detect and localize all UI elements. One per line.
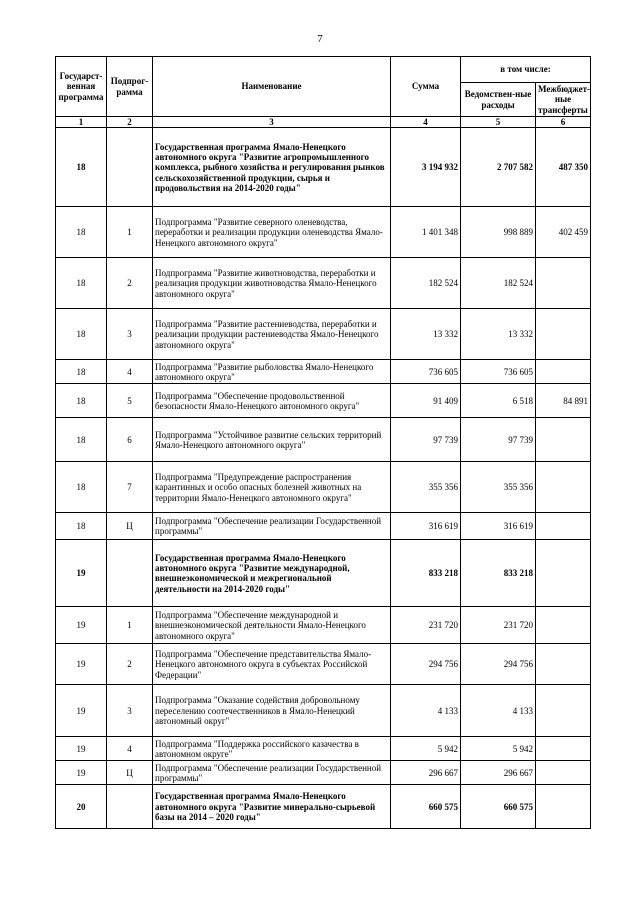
table-row [56,685,591,737]
name-cell: Подпрограмма "Развитие растениеводства, переработки и реализации продукции растениеводства Ямало-Ненецкого автономного округа" [153,309,391,360]
name-cell: Подпрограмма "Обеспечение реализации Государственной программы" [153,513,391,540]
name-cell: Подпрограмма "Развитие рыболовства Ямало-Ненецкого автономного округа" [153,360,391,384]
name-cell: Подпрограмма "Обеспечение представительства Ямало-Ненецкого автономного округа в субъектах Российской Федерации" [153,644,391,685]
column-index: 3 [153,117,391,128]
subprogram-cell: 2 [107,644,153,685]
state-program-cell: 18 [56,418,107,462]
table-row [56,540,591,607]
state-program-cell: 19 [56,685,107,737]
state-program-cell: 19 [56,737,107,761]
transfers-cell [536,644,591,685]
department-expenses-cell: 296 667 [461,761,536,785]
department-expenses-cell: 316 619 [461,513,536,540]
subprogram-cell: 3 [107,685,153,737]
sum-cell: 5 942 [391,737,461,761]
transfers-cell [536,685,591,737]
transfers-cell: 84 891 [536,384,591,418]
transfers-cell: 487 350 [536,128,591,207]
state-program-cell: 18 [56,309,107,360]
subprogram-cell: 2 [107,258,153,309]
department-expenses-cell: 736 605 [461,360,536,384]
sum-cell: 4 133 [391,685,461,737]
table-row [56,761,591,785]
name-cell: Государственная программа Ямало-Ненецкого автономного округа "Развитие международной, внешнеэкономической и межрегиональной деятельности на 2014-2020 годы" [153,540,391,607]
department-expenses-cell: 998 889 [461,207,536,258]
table-row [56,360,591,384]
subprogram-cell: Ц [107,513,153,540]
transfers-cell [536,785,591,829]
subprogram-cell [107,128,153,207]
table-row [56,418,591,462]
name-cell: Подпрограмма "Предупреждение распространения карантинных и особо опасных болезней животных на территории Ямало-Ненецкого автономного округа" [153,462,391,513]
sum-cell: 1 401 348 [391,207,461,258]
table-row [56,737,591,761]
table-row [56,513,591,540]
subprogram-cell [107,540,153,607]
header-subprogram: Подпрог-рамма [107,57,153,117]
state-program-cell: 18 [56,513,107,540]
table-row [56,384,591,418]
subprogram-cell [107,785,153,829]
department-expenses-cell: 4 133 [461,685,536,737]
subprogram-cell: 6 [107,418,153,462]
transfers-cell [536,737,591,761]
sum-cell: 660 575 [391,785,461,829]
sum-cell: 182 524 [391,258,461,309]
state-program-cell: 18 [56,360,107,384]
department-expenses-cell: 97 739 [461,418,536,462]
table-row [56,785,591,829]
state-program-cell: 18 [56,128,107,207]
header-state-program: Государст-венная программа [56,57,107,117]
subprogram-cell: 1 [107,207,153,258]
sum-cell: 294 756 [391,644,461,685]
table-row [56,207,591,258]
sum-cell: 13 332 [391,309,461,360]
name-cell: Подпрограмма "Оказание содействия добровольному переселению соотечественников в Ямало-Ненецкий автономный округ" [153,685,391,737]
table-row [56,462,591,513]
transfers-cell [536,761,591,785]
header-name: Наименование [153,57,391,117]
state-program-cell: 18 [56,384,107,418]
department-expenses-cell: 182 524 [461,258,536,309]
department-expenses-cell: 13 332 [461,309,536,360]
transfers-cell [536,360,591,384]
sum-cell: 296 667 [391,761,461,785]
table-row [56,644,591,685]
column-index: 4 [391,117,461,128]
sum-cell: 316 619 [391,513,461,540]
name-cell: Государственная программа Ямало-Ненецкого автономного округа "Развитие агропромышленного комплекса, рыбного хозяйства и регулирования рынков сельскохозяйственной продукции, сырья и продовольствия на 2014-2020 годы" [153,128,391,207]
table-row [56,607,591,644]
sum-cell: 736 605 [391,360,461,384]
sum-cell: 97 739 [391,418,461,462]
department-expenses-cell: 6 518 [461,384,536,418]
table-row [56,258,591,309]
table-row [56,128,591,207]
name-cell: Подпрограмма "Обеспечение реализации Государственной программы" [153,761,391,785]
subprogram-cell: 1 [107,607,153,644]
name-cell: Подпрограмма "Развитие северного оленеводства, переработки и реализации продукции оленеводства Ямало-Ненецкого автономного округа" [153,207,391,258]
table-row [56,309,591,360]
sum-cell: 231 720 [391,607,461,644]
department-expenses-cell: 833 218 [461,540,536,607]
department-expenses-cell: 355 356 [461,462,536,513]
name-cell: Подпрограмма "Обеспечение международной и внешнеэкономической деятельности Ямало-Ненецкого автономного округа" [153,607,391,644]
column-index: 2 [107,117,153,128]
name-cell: Подпрограмма "Поддержка российского казачества в автономном округе" [153,737,391,761]
department-expenses-cell: 660 575 [461,785,536,829]
transfers-cell [536,540,591,607]
table-body [56,128,591,829]
transfers-cell: 402 459 [536,207,591,258]
name-cell: Подпрограмма "Обеспечение продовольственной безопасности Ямало-Ненецкого автономного округа" [153,384,391,418]
sum-cell: 355 356 [391,462,461,513]
state-program-cell: 19 [56,644,107,685]
state-program-cell: 18 [56,207,107,258]
state-program-cell: 18 [56,258,107,309]
department-expenses-cell: 5 942 [461,737,536,761]
subprogram-cell: 5 [107,384,153,418]
department-expenses-cell: 231 720 [461,607,536,644]
name-cell: Подпрограмма "Развитие животноводства, переработки и реализация продукции животноводства Ямало-Ненецкого автономного округа" [153,258,391,309]
column-index: 6 [536,117,591,128]
transfers-cell [536,309,591,360]
department-expenses-cell: 294 756 [461,644,536,685]
header-transfers: Межбюджет-ные трансферты [536,83,591,117]
transfers-cell [536,258,591,309]
column-index: 5 [461,117,536,128]
sum-cell: 91 409 [391,384,461,418]
state-program-cell: 19 [56,607,107,644]
header-department-expenses: Ведомствен-ные расходы [461,83,536,117]
transfers-cell [536,462,591,513]
subprogram-cell: 4 [107,360,153,384]
state-program-cell: 19 [56,761,107,785]
subprogram-cell: 4 [107,737,153,761]
transfers-cell [536,418,591,462]
budget-table [55,56,591,829]
header-including: в том числе: [461,57,591,83]
header-sum: Сумма [391,57,461,117]
subprogram-cell: Ц [107,761,153,785]
state-program-cell: 18 [56,462,107,513]
department-expenses-cell: 2 707 582 [461,128,536,207]
column-index: 1 [56,117,107,128]
sum-cell: 833 218 [391,540,461,607]
subprogram-cell: 7 [107,462,153,513]
subprogram-cell: 3 [107,309,153,360]
transfers-cell [536,513,591,540]
state-program-cell: 19 [56,540,107,607]
column-index-row [56,117,591,128]
transfers-cell [536,607,591,644]
sum-cell: 3 194 932 [391,128,461,207]
name-cell: Государственная программа Ямало-Ненецкого автономного округа "Развитие минерально-сырьевой базы на 2014 – 2020 годы" [153,785,391,829]
page-number: 7 [317,33,323,45]
name-cell: Подпрограмма "Устойчивое развитие сельских территорий Ямало-Ненецкого автономного округа" [153,418,391,462]
state-program-cell: 20 [56,785,107,829]
